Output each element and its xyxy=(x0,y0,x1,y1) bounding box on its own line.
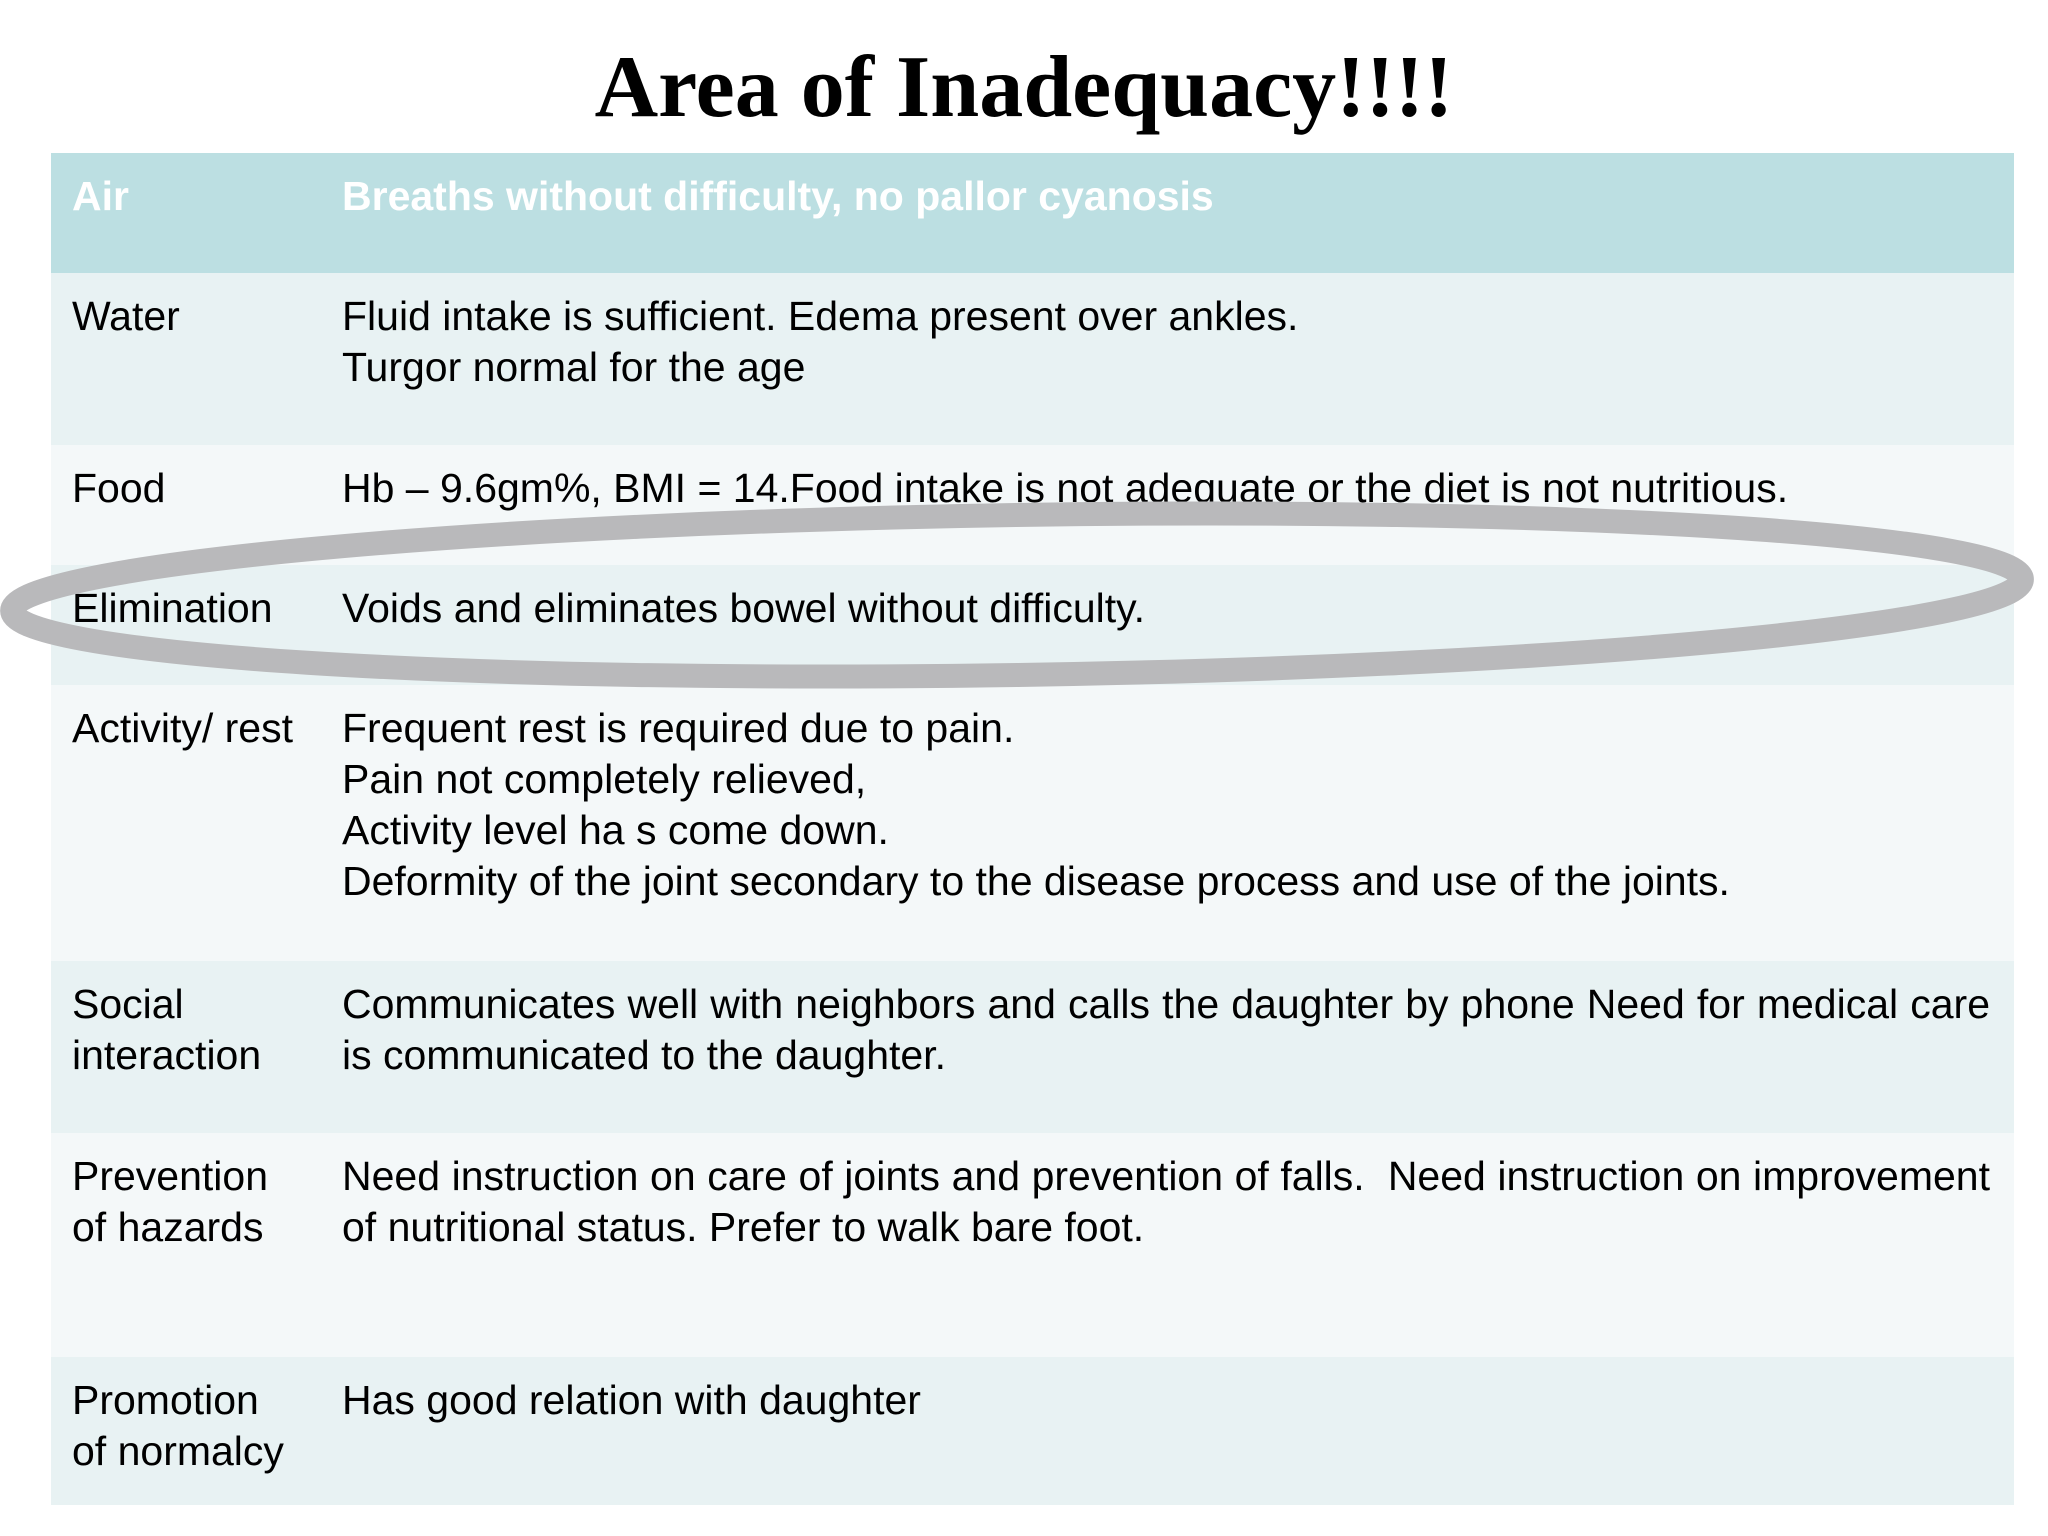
table-row-food xyxy=(51,445,2014,565)
category-cell xyxy=(51,961,342,1133)
category-cell: Air xyxy=(72,173,129,219)
category-cell xyxy=(51,1357,342,1505)
finding-line: Deformity of the joint secondary to the disease process and use of the joints. xyxy=(342,858,1730,904)
table-row-promotion-of-normalcy xyxy=(51,1357,2014,1505)
category-line: interaction xyxy=(72,1032,262,1078)
finding-line: Turgor normal for the age xyxy=(342,344,806,390)
slide-title: Area of Inadequacy!!!! xyxy=(594,39,1454,136)
finding-line: Hb – 9.6gm%, BMI = 14.Food intake is not adequate or the diet is not nutritious. xyxy=(342,465,1789,511)
finding-cell: Has good relation with daughter xyxy=(342,1377,921,1423)
table-row-prevention-of-hazards xyxy=(51,1133,2014,1357)
table-row-social-interaction xyxy=(51,961,2014,1133)
category-line: Promotion xyxy=(72,1377,259,1423)
finding-cell: Need instruction on care of joints and prevention of falls. Need instruction on improvement of nutritional status. Prefer to walk bare foot. xyxy=(342,1153,2002,1250)
finding-line: Voids and eliminates bowel without difficulty. xyxy=(342,585,1145,631)
category-cell: Food xyxy=(72,465,166,511)
assessment-table xyxy=(51,153,2014,1505)
finding-cell: Communicates well with neighbors and calls the daughter by phone Need for medical care is communicated to the daughter. xyxy=(342,981,1990,1078)
finding-line: Activity level ha s come down. xyxy=(342,807,889,853)
finding-cell xyxy=(342,273,2014,445)
table-row-activity-rest xyxy=(51,685,2014,961)
finding-cell xyxy=(342,565,2014,685)
category-cell: Activity/ rest xyxy=(72,705,293,751)
category-line: Prevention xyxy=(72,1153,269,1199)
finding-line: Frequent rest is required due to pain. xyxy=(342,705,1015,751)
finding-line: Pain not completely relieved, xyxy=(342,756,867,802)
category-line: Social xyxy=(72,981,184,1027)
category-line: of hazards xyxy=(72,1204,264,1250)
category-cell: Water xyxy=(72,293,180,339)
category-line: of normalcy xyxy=(72,1428,284,1474)
category-cell xyxy=(51,1133,342,1357)
table-row-air xyxy=(51,153,2014,273)
finding-line: Fluid intake is sufficient. Edema present over ankles. xyxy=(342,293,1299,339)
table-row-water xyxy=(51,273,2014,445)
table-row-elimination xyxy=(51,565,2014,685)
finding-line: Breaths without difficulty, no pallor cyanosis xyxy=(342,173,1214,219)
finding-cell xyxy=(342,685,2014,961)
finding-cell xyxy=(342,153,2014,273)
category-cell: Elimination xyxy=(72,585,273,631)
finding-cell xyxy=(342,445,2014,565)
